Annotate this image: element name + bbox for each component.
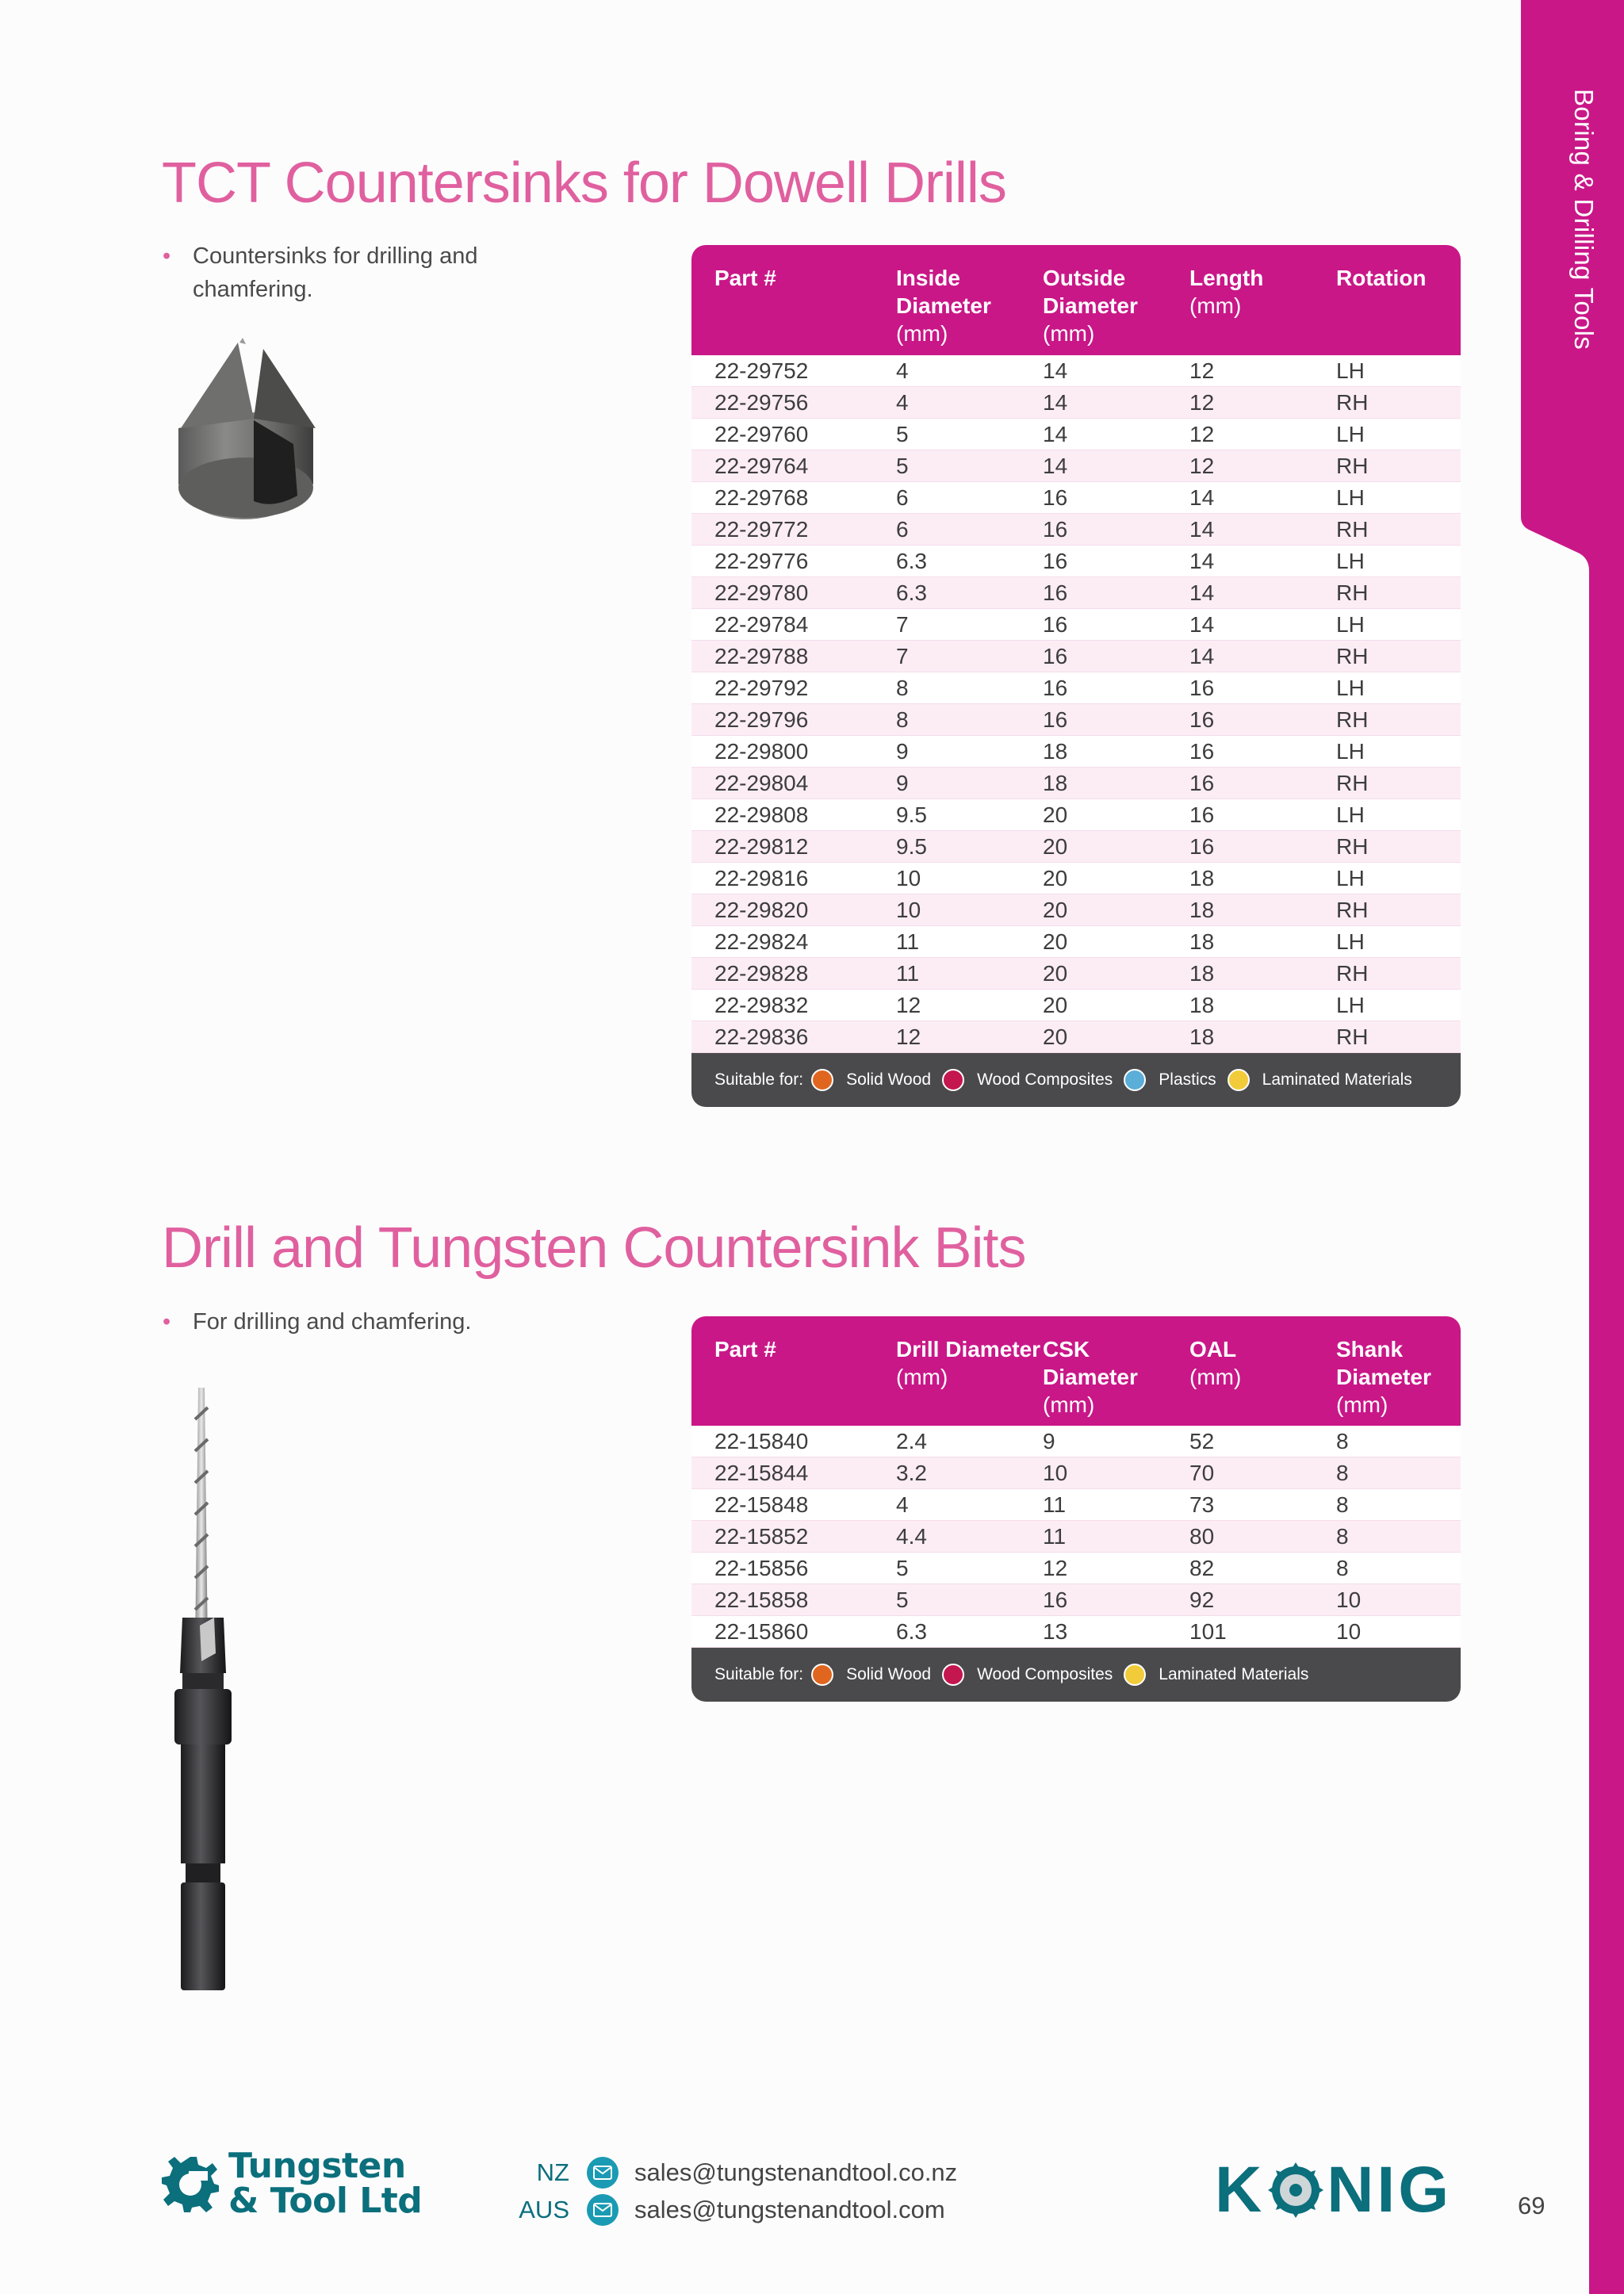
bullet-text: For drilling and chamfering.	[193, 1309, 472, 1335]
table-cell: 18	[1189, 961, 1215, 986]
table-row	[691, 1426, 1461, 1457]
col-part-number: Part #	[714, 1337, 776, 1361]
table-row	[691, 387, 1461, 419]
table-cell: 18	[1189, 866, 1215, 890]
table-cell: 22-29816	[714, 866, 809, 890]
table-cell: 22-15840	[714, 1429, 809, 1453]
table-cell: RH	[1336, 390, 1369, 415]
table-row	[691, 926, 1461, 958]
material-label: Wood Composites	[977, 1665, 1113, 1683]
gear-logo-icon	[162, 2155, 219, 2212]
suitable-material	[942, 1069, 1113, 1091]
table-cell: 4.4	[896, 1524, 927, 1549]
table-cell: 22-29824	[714, 929, 809, 954]
table-cell: 22-29812	[714, 834, 809, 859]
table-body	[691, 1426, 1461, 1648]
table-row	[691, 482, 1461, 514]
table-cell: 22-15860	[714, 1619, 809, 1644]
table-cell: 22-29796	[714, 707, 809, 732]
table-body	[691, 355, 1461, 1053]
table-cell: RH	[1336, 580, 1369, 605]
table-cell: 8	[1336, 1556, 1349, 1580]
table-cell: 22-15856	[714, 1556, 809, 1580]
table-cell: RH	[1336, 644, 1369, 668]
table-cell: 20	[1043, 866, 1068, 890]
table-cell: 14	[1043, 422, 1068, 446]
material-swatch-icon	[942, 1664, 964, 1686]
table-cell: 4	[896, 358, 909, 383]
suitable-material	[942, 1664, 1113, 1686]
table-cell: RH	[1336, 454, 1369, 478]
suitable-material	[1124, 1069, 1216, 1091]
table-cell: 73	[1189, 1492, 1215, 1517]
material-label: Laminated Materials	[1262, 1070, 1412, 1089]
bullet-dot-icon: •	[163, 243, 171, 269]
suitable-for-label: Suitable for:	[714, 1070, 804, 1089]
table-cell: 12	[1189, 422, 1215, 446]
table-cell: 14	[1043, 390, 1068, 415]
bullet-dot-icon: •	[163, 1309, 171, 1335]
konig-right: NIG	[1327, 2154, 1453, 2226]
table-cell: LH	[1336, 612, 1365, 637]
col-oal: OAL (mm)	[1189, 1337, 1242, 1389]
table-cell: 14	[1189, 644, 1215, 668]
table-cell: 14	[1189, 580, 1215, 605]
table-cell: 10	[1043, 1461, 1068, 1485]
table-row	[691, 1021, 1461, 1053]
table-cell: 22-29784	[714, 612, 809, 637]
suitable-material	[1124, 1664, 1308, 1686]
table-cell: 4	[896, 390, 909, 415]
table-row	[691, 958, 1461, 990]
table-row	[691, 894, 1461, 926]
table-cell: 5	[896, 454, 909, 478]
col-outside-diameter: Outside Diameter (mm)	[1043, 266, 1138, 346]
table-cell: 22-29832	[714, 993, 809, 1017]
contact-aus	[515, 2194, 945, 2226]
material-swatch-icon	[1124, 1664, 1146, 1686]
email-icon	[587, 2157, 619, 2189]
table-cell: LH	[1336, 866, 1365, 890]
table-cell: 8	[1336, 1429, 1349, 1453]
table-row	[691, 768, 1461, 799]
table-row	[691, 831, 1461, 863]
table-cell: 14	[1189, 517, 1215, 542]
table-cell: 22-29772	[714, 517, 809, 542]
contact-email-link[interactable]: sales@tungstenandtool.co.nz	[634, 2158, 958, 2186]
table-cell: 5	[896, 1556, 909, 1580]
table-row	[691, 990, 1461, 1021]
suitable-for-label: Suitable for:	[714, 1665, 804, 1683]
contact-email-link[interactable]: sales@tungstenandtool.com	[634, 2196, 945, 2223]
table-cell: 18	[1043, 771, 1068, 795]
col-length: Length (mm)	[1189, 266, 1264, 318]
material-swatch-icon	[942, 1069, 964, 1091]
table-cell: 16	[1189, 834, 1215, 859]
col-rotation: Rotation	[1336, 266, 1427, 290]
tungsten-tool-logo	[162, 2146, 423, 2221]
table-cell: 16	[1043, 707, 1068, 732]
col-drill-diameter: Drill Diameter (mm)	[896, 1337, 1041, 1389]
table-row	[691, 736, 1461, 768]
drill-countersink-bit-photo	[159, 1388, 246, 1998]
table-cell: RH	[1336, 1024, 1369, 1049]
table-cell: 9.5	[896, 834, 927, 859]
table-cell: 22-29820	[714, 898, 809, 922]
table-cell: 16	[1189, 676, 1215, 700]
table-cell: 16	[1043, 485, 1068, 510]
suitable-for-bar	[691, 1053, 1461, 1107]
material-swatch-icon	[811, 1664, 833, 1686]
table-cell: 22-29756	[714, 390, 809, 415]
table-cell: 20	[1043, 993, 1068, 1017]
table-cell: 101	[1189, 1619, 1227, 1644]
table-row	[691, 546, 1461, 577]
table-cell: 22-29800	[714, 739, 809, 764]
table-cell: 82	[1189, 1556, 1215, 1580]
table-cell: 12	[1189, 358, 1215, 383]
table-cell: 20	[1043, 898, 1068, 922]
table-cell: RH	[1336, 707, 1369, 732]
countersink-photo	[135, 333, 365, 535]
table-cell: LH	[1336, 422, 1365, 446]
table-row	[691, 1489, 1461, 1521]
table-row	[691, 1584, 1461, 1616]
countersink-table	[691, 245, 1461, 1107]
table-cell: 9	[1043, 1429, 1055, 1453]
table-cell: 22-29792	[714, 676, 809, 700]
table-cell: 10	[896, 866, 921, 890]
table-cell: RH	[1336, 517, 1369, 542]
table-cell: LH	[1336, 802, 1365, 827]
table-cell: 22-15858	[714, 1587, 809, 1612]
table-cell: 22-29752	[714, 358, 809, 383]
material-swatch-icon	[811, 1069, 833, 1091]
table-cell: LH	[1336, 485, 1365, 510]
table-cell: 9	[896, 739, 909, 764]
table-cell: 16	[1043, 644, 1068, 668]
table-cell: 16	[1189, 707, 1215, 732]
table-cell: LH	[1336, 358, 1365, 383]
col-part-number: Part #	[714, 266, 776, 290]
table-cell: 12	[1043, 1556, 1068, 1580]
table-cell: 11	[1043, 1524, 1067, 1549]
table-cell: 16	[1189, 802, 1215, 827]
table-cell: RH	[1336, 898, 1369, 922]
bullet-text: Countersinks for drilling and chamfering.	[193, 243, 478, 302]
table-cell: 8	[1336, 1461, 1349, 1485]
table-row	[691, 355, 1461, 387]
material-label: Solid Wood	[846, 1665, 932, 1683]
material-swatch-icon	[1228, 1069, 1250, 1091]
suitable-for-bar	[691, 1648, 1461, 1702]
col-shank-diameter: Shank Diameter (mm)	[1336, 1337, 1431, 1417]
konig-left: K	[1215, 2154, 1266, 2226]
table-cell: 22-29768	[714, 485, 809, 510]
table-row	[691, 863, 1461, 894]
contact-nz	[515, 2157, 957, 2189]
material-label: Wood Composites	[977, 1070, 1113, 1089]
konig-logo	[1215, 2154, 1453, 2226]
table-cell: 11	[1043, 1492, 1067, 1517]
table-cell: 18	[1189, 1024, 1215, 1049]
table-row	[691, 1457, 1461, 1489]
table-cell: 9.5	[896, 802, 927, 827]
table-cell: 5	[896, 422, 909, 446]
table-cell: 20	[1043, 929, 1068, 954]
table-cell: 22-15852	[714, 1524, 809, 1549]
table-cell: 16	[1043, 517, 1068, 542]
suitable-material	[811, 1664, 931, 1686]
table-cell: 18	[1189, 929, 1215, 954]
email-icon	[587, 2194, 619, 2226]
table-cell: 10	[1336, 1587, 1362, 1612]
table-cell: 14	[1043, 358, 1068, 383]
table-cell: 16	[1043, 580, 1068, 605]
table-cell: LH	[1336, 676, 1365, 700]
table-cell: 16	[1043, 676, 1068, 700]
table-cell: 8	[896, 676, 909, 700]
table-cell: 13	[1043, 1619, 1068, 1644]
table-cell: 22-15844	[714, 1461, 809, 1485]
table-cell: LH	[1336, 739, 1365, 764]
table-cell: 12	[1189, 454, 1215, 478]
material-label: Solid Wood	[846, 1070, 932, 1089]
col-csk-diameter: CSK Diameter (mm)	[1043, 1337, 1138, 1417]
table-cell: LH	[1336, 549, 1365, 573]
table-header	[691, 245, 1461, 355]
table-cell: RH	[1336, 834, 1369, 859]
page-number: 69	[1518, 2192, 1545, 2219]
table-cell: 22-29804	[714, 771, 809, 795]
table-cell: 52	[1189, 1429, 1215, 1453]
table-cell: 92	[1189, 1587, 1215, 1612]
table-cell: 16	[1043, 612, 1068, 637]
table-cell: 6	[896, 485, 909, 510]
table-cell: 22-29780	[714, 580, 809, 605]
table-cell: 22-29788	[714, 644, 809, 668]
table-row	[691, 1553, 1461, 1584]
table-cell: LH	[1336, 929, 1365, 954]
suitable-material	[811, 1069, 931, 1091]
side-tab-title: Boring & Drilling Tools	[1569, 89, 1599, 350]
table-row	[691, 577, 1461, 609]
table-cell: 6.3	[896, 549, 927, 573]
table-row	[691, 514, 1461, 546]
table-cell: 22-29764	[714, 454, 809, 478]
table-cell: 22-29836	[714, 1024, 809, 1049]
logo-line-1: Tungsten	[228, 2146, 406, 2186]
material-label: Plastics	[1159, 1070, 1216, 1089]
contact-region: NZ	[536, 2158, 569, 2186]
table-cell: 22-15848	[714, 1492, 809, 1517]
table-cell: 16	[1043, 1587, 1068, 1612]
table-cell: 8	[1336, 1524, 1349, 1549]
table-cell: 20	[1043, 1024, 1068, 1049]
table-header	[691, 1316, 1461, 1426]
table-cell: 14	[1189, 549, 1215, 573]
table-cell: 14	[1189, 485, 1215, 510]
table-row	[691, 419, 1461, 450]
table-cell: 20	[1043, 961, 1068, 986]
table-row	[691, 1616, 1461, 1648]
table-cell: 12	[1189, 390, 1215, 415]
table-cell: 6	[896, 517, 909, 542]
table-cell: RH	[1336, 961, 1369, 986]
table-cell: 5	[896, 1587, 909, 1612]
table-cell: 9	[896, 771, 909, 795]
table-cell: 11	[896, 961, 920, 986]
table-row	[691, 609, 1461, 641]
table-cell: 12	[896, 1024, 921, 1049]
col-inside-diameter: Inside Diameter (mm)	[896, 266, 991, 346]
section-title: TCT Countersinks for Dowell Drills	[162, 151, 1006, 215]
table-cell: 18	[1043, 739, 1068, 764]
table-cell: 14	[1043, 454, 1068, 478]
table-cell: 14	[1189, 612, 1215, 637]
table-cell: 7	[896, 612, 909, 637]
table-cell: 6.3	[896, 580, 927, 605]
table-cell: 8	[1336, 1492, 1349, 1517]
material-label: Laminated Materials	[1159, 1665, 1309, 1683]
table-cell: 16	[1189, 771, 1215, 795]
table-cell: 10	[896, 898, 921, 922]
logo-wordmark	[228, 2146, 423, 2221]
table-cell: 22-29776	[714, 549, 809, 573]
table-row	[691, 799, 1461, 831]
table-cell: 18	[1189, 898, 1215, 922]
table-cell: 22-29760	[714, 422, 809, 446]
table-cell: 10	[1336, 1619, 1362, 1644]
bullet-item	[163, 1305, 526, 1338]
drill-countersink-table	[691, 1316, 1461, 1702]
table-cell: 70	[1189, 1461, 1215, 1485]
table-cell: 4	[896, 1492, 909, 1517]
table-cell: 16	[1043, 549, 1068, 573]
contact-region: AUS	[519, 2196, 569, 2223]
table-row	[691, 704, 1461, 736]
logo-line-2: & Tool Ltd	[228, 2181, 423, 2221]
table-cell: 6.3	[896, 1619, 927, 1644]
table-cell: RH	[1336, 771, 1369, 795]
material-swatch-icon	[1124, 1069, 1146, 1091]
table-row	[691, 450, 1461, 482]
section-title: Drill and Tungsten Countersink Bits	[162, 1216, 1026, 1280]
table-cell: 7	[896, 644, 909, 668]
table-cell: 80	[1189, 1524, 1215, 1549]
table-cell: 16	[1189, 739, 1215, 764]
table-cell: 12	[896, 993, 921, 1017]
table-cell: 20	[1043, 802, 1068, 827]
table-cell: LH	[1336, 993, 1365, 1017]
table-row	[691, 1521, 1461, 1553]
suitable-material	[1228, 1069, 1412, 1091]
table-cell: 2.4	[896, 1429, 927, 1453]
table-cell: 20	[1043, 834, 1068, 859]
bullet-item	[163, 239, 526, 306]
table-cell: 3.2	[896, 1461, 927, 1485]
table-cell: 8	[896, 707, 909, 732]
table-cell: 11	[896, 929, 920, 954]
table-cell: 18	[1189, 993, 1215, 1017]
table-cell: 22-29808	[714, 802, 809, 827]
table-row	[691, 641, 1461, 672]
table-cell: 22-29828	[714, 961, 809, 986]
table-row	[691, 672, 1461, 704]
saw-blade-icon	[1268, 2162, 1323, 2218]
